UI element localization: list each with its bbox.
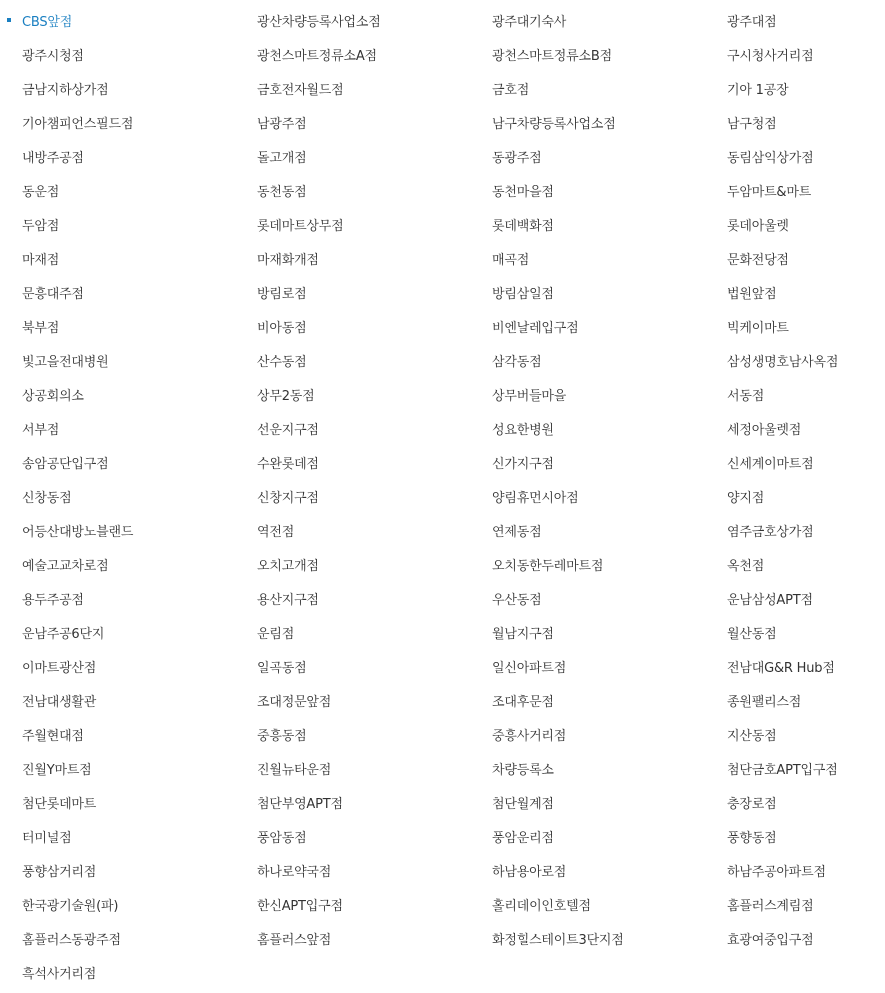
store-link[interactable]: 비엔날레입구점 [492, 320, 579, 336]
store-link[interactable]: 진월Y마트점 [22, 762, 92, 778]
store-link[interactable]: 빛고을전대병원 [22, 354, 109, 370]
store-link[interactable]: 양림휴먼시아점 [492, 490, 579, 506]
store-link[interactable]: 월산동점 [727, 626, 777, 642]
store-link[interactable]: 산수동점 [257, 354, 307, 370]
store-link[interactable]: 전남대G&R Hub점 [727, 660, 835, 676]
store-link[interactable]: 염주금호상가점 [727, 524, 814, 540]
store-link[interactable]: 홈플러스앞점 [257, 932, 332, 948]
store-link[interactable]: 광산차량등록사업소점 [257, 14, 381, 30]
store-link[interactable]: 양지점 [727, 490, 765, 506]
store-link[interactable]: 두암마트&마트 [727, 184, 812, 200]
store-link[interactable]: 동운점 [22, 184, 60, 200]
store-link[interactable]: 광천스마트정류소B점 [492, 48, 612, 64]
store-link[interactable]: 주월현대점 [22, 728, 84, 744]
store-link[interactable]: 전남대생활관 [22, 694, 97, 710]
store-link[interactable]: 신가지구점 [492, 456, 554, 472]
store-link[interactable]: 하나로약국점 [257, 864, 332, 880]
store-link[interactable]: 신창지구점 [257, 490, 319, 506]
store-link[interactable]: 마재점 [22, 252, 60, 268]
store-link[interactable]: 두암점 [22, 218, 60, 234]
store-link[interactable]: CBS앞점 [0, 3, 235, 37]
store-link[interactable]: 상무2동점 [257, 388, 315, 404]
store-link[interactable]: 역전점 [257, 524, 295, 540]
store-link[interactable]: 돌고개점 [257, 150, 307, 166]
store-link[interactable]: 금호점 [492, 82, 530, 98]
store-link[interactable]: 기아 1공장 [727, 82, 789, 98]
store-link[interactable]: 세정아울렛점 [727, 422, 802, 438]
store-link[interactable]: 매곡점 [492, 252, 530, 268]
store-link[interactable]: 동광주점 [492, 150, 542, 166]
store-link[interactable]: 풍암운리점 [492, 830, 554, 846]
store-link[interactable]: 비아동점 [257, 320, 307, 336]
store-link[interactable]: 상공회의소 [22, 388, 84, 404]
store-link[interactable]: 풍향삼거리점 [22, 864, 97, 880]
store-link[interactable]: 신창동점 [22, 490, 72, 506]
store-link[interactable]: 일신아파트점 [492, 660, 567, 676]
store-link[interactable]: 남광주점 [257, 116, 307, 132]
store-link[interactable]: 방림삼일점 [492, 286, 554, 302]
store-link[interactable]: 첨단월계점 [492, 796, 554, 812]
store-link[interactable]: 송암공단입구점 [22, 456, 109, 472]
store-link[interactable]: 차량등록소 [492, 762, 554, 778]
store-link[interactable]: 흑석사거리점 [22, 966, 97, 982]
store-link[interactable]: 신세계이마트점 [727, 456, 814, 472]
store-link[interactable]: 운림점 [257, 626, 295, 642]
store-link[interactable]: 일곡동점 [257, 660, 307, 676]
store-link[interactable]: 롯데아울렛 [727, 218, 789, 234]
store-link[interactable]: 광천스마트정류소A점 [257, 48, 377, 64]
store-link[interactable]: 하남용아로점 [492, 864, 567, 880]
store-link[interactable]: 월남지구점 [492, 626, 554, 642]
store-link[interactable]: 방림로점 [257, 286, 307, 302]
store-link[interactable]: 내방주공점 [22, 150, 84, 166]
store-link[interactable]: 문흥대주점 [22, 286, 84, 302]
store-link[interactable]: 롯데백화점 [492, 218, 554, 234]
store-link[interactable]: 동천동점 [257, 184, 307, 200]
store-link[interactable]: 홀리데이인호텔점 [492, 898, 591, 914]
store-link[interactable]: 중흥동점 [257, 728, 307, 744]
store-link[interactable]: 터미널점 [22, 830, 72, 846]
store-link[interactable]: 용산지구점 [257, 592, 319, 608]
store-link[interactable]: 한국광기술원(파) [22, 898, 119, 914]
store-link[interactable]: 광주대점 [727, 14, 777, 30]
store-link[interactable]: 금호전자월드점 [257, 82, 344, 98]
store-link[interactable]: 어등산대방노블랜드 [22, 524, 134, 540]
store-link[interactable]: 문화전당점 [727, 252, 789, 268]
store-link[interactable]: 하남주공아파트점 [727, 864, 826, 880]
store-link[interactable]: 이마트광산점 [22, 660, 97, 676]
store-link[interactable]: 진월뉴타운점 [257, 762, 332, 778]
store-link[interactable]: 홈플러스계림점 [727, 898, 814, 914]
store-link[interactable]: 서동점 [727, 388, 765, 404]
store-link[interactable]: 북부점 [22, 320, 60, 336]
store-link[interactable]: 남구차량등록사업소점 [492, 116, 616, 132]
store-link[interactable]: 오치동한두레마트점 [492, 558, 604, 574]
store-link[interactable]: 기아챔피언스필드점 [22, 116, 134, 132]
store-link[interactable]: 중흥사거리점 [492, 728, 567, 744]
store-link[interactable]: 광주대기숙사 [492, 14, 567, 30]
store-link[interactable]: 성요한병원 [492, 422, 554, 438]
store-link[interactable]: 상무버들마을 [492, 388, 567, 404]
store-link[interactable]: 법원앞점 [727, 286, 777, 302]
store-link[interactable]: 선운지구점 [257, 422, 319, 438]
store-link[interactable]: 금남지하상가점 [22, 82, 109, 98]
store-link[interactable]: 삼성생명호남사옥점 [727, 354, 839, 370]
store-link[interactable]: 조대후문점 [492, 694, 554, 710]
store-link[interactable]: 남구청점 [727, 116, 777, 132]
store-link[interactable]: 오치고개점 [257, 558, 319, 574]
store-link[interactable]: 지산동점 [727, 728, 777, 744]
store-link[interactable]: 롯데마트상무점 [257, 218, 344, 234]
store-link[interactable]: 동림삼익상가점 [727, 150, 814, 166]
store-link[interactable]: 풍향동점 [727, 830, 777, 846]
store-link[interactable]: 연제동점 [492, 524, 542, 540]
store-link[interactable]: 충장로점 [727, 796, 777, 812]
store-link[interactable]: 예술고교차로점 [22, 558, 109, 574]
store-link[interactable]: 홈플러스동광주점 [22, 932, 121, 948]
store-link[interactable]: 화정힐스테이트3단지점 [492, 932, 624, 948]
store-link[interactable]: 수완롯데점 [257, 456, 319, 472]
store-link[interactable]: 삼각동점 [492, 354, 542, 370]
store-link[interactable]: 우산동점 [492, 592, 542, 608]
store-link[interactable]: 한신APT입구점 [257, 898, 343, 914]
store-link[interactable]: 운남주공6단지 [22, 626, 105, 642]
store-link[interactable]: 마재화개점 [257, 252, 319, 268]
store-link[interactable]: 효광여중입구점 [727, 932, 814, 948]
store-link[interactable]: 첨단부영APT점 [257, 796, 343, 812]
store-link[interactable]: 옥천점 [727, 558, 765, 574]
store-link[interactable]: 서부점 [22, 422, 60, 438]
store-link[interactable]: 광주시청점 [22, 48, 84, 64]
store-link[interactable]: 용두주공점 [22, 592, 84, 608]
store-link[interactable]: 종원팰리스점 [727, 694, 802, 710]
store-link[interactable]: 동천마을점 [492, 184, 554, 200]
store-link[interactable]: 운남삼성APT점 [727, 592, 813, 608]
store-link[interactable]: 구시청사거리점 [727, 48, 814, 64]
store-link[interactable]: 풍암동점 [257, 830, 307, 846]
store-link[interactable]: 첨단금호APT입구점 [727, 762, 838, 778]
store-link[interactable]: 조대정문앞점 [257, 694, 332, 710]
store-link[interactable]: 첨단롯데마트 [22, 796, 97, 812]
store-link[interactable]: 빅케이마트 [727, 320, 789, 336]
